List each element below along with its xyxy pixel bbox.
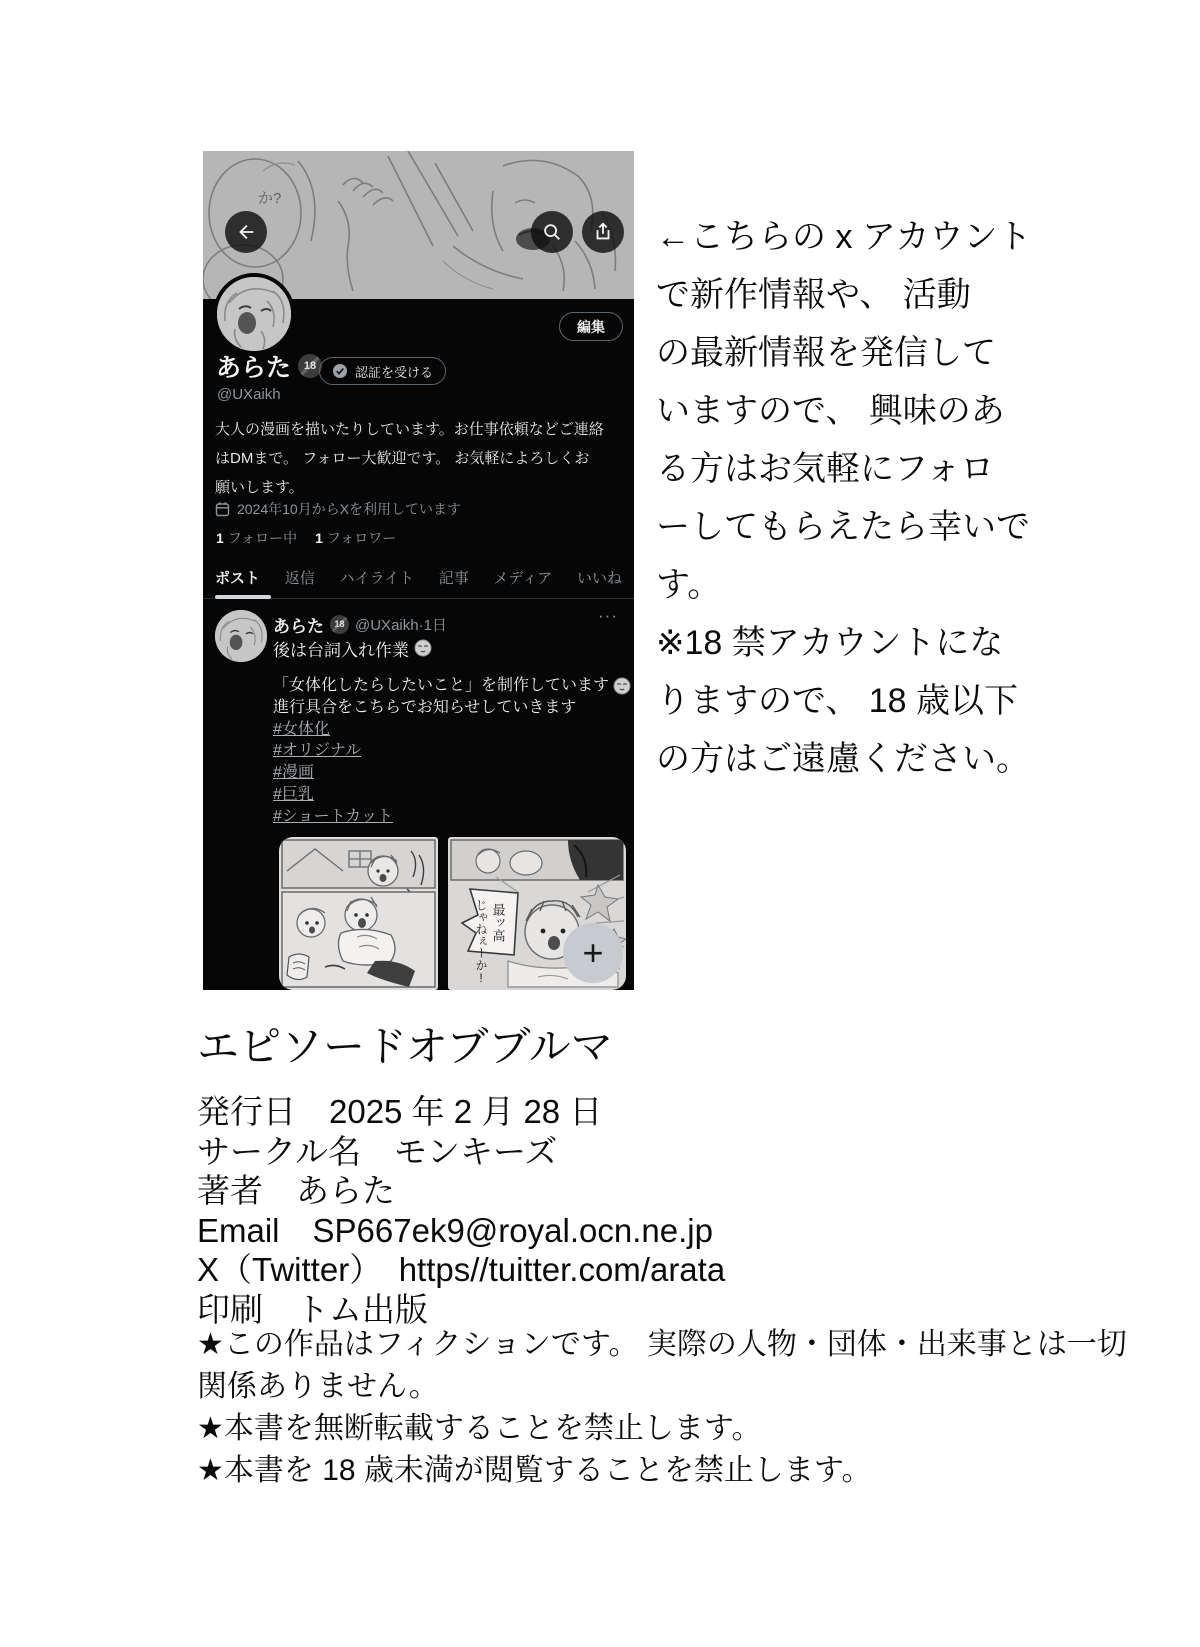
post-header: [273, 612, 447, 636]
tab-articles[interactable]: 記事: [438, 569, 469, 587]
colophon-info: [197, 1092, 725, 1329]
bio-line: 願いします。: [215, 479, 304, 496]
post-author-avatar[interactable]: [215, 610, 267, 662]
active-tab-indicator: [215, 595, 271, 599]
notice-no-reprint: ★本書を無断転載することを禁止します。: [197, 1412, 762, 1445]
hashtag-link[interactable]: #オリジナル: [273, 742, 362, 760]
joined-date-row: [215, 499, 461, 519]
manga-sfx-text: じゃねぇーか!: [474, 899, 488, 985]
post-image-1[interactable]: [279, 837, 438, 990]
hashtag-link[interactable]: #漫画: [273, 764, 314, 782]
joined-date-text: 2024年10月からXを利用しています: [237, 501, 462, 517]
back-button[interactable]: [225, 211, 267, 253]
post-body-line: 進行具合をこちらでお知らせしていきます: [273, 698, 577, 716]
followers-label: フォロワー: [326, 530, 397, 546]
followers-count: 1: [315, 530, 323, 546]
tab-likes[interactable]: いいね: [576, 569, 622, 587]
hashtag-link[interactable]: #女体化: [273, 720, 330, 738]
hashtag-link[interactable]: #巨乳: [273, 785, 314, 803]
side-note-line: りますので、 18 歳以下: [656, 682, 1019, 720]
bio-line: はDMまで。 フォロー大歓迎です。 お気軽によろしくお: [215, 450, 590, 467]
tab-highlights[interactable]: ハイライト: [339, 569, 414, 587]
followers-count-link[interactable]: [315, 528, 396, 548]
post-body: [273, 675, 631, 828]
notice-fiction-line2: 関係ありません。: [197, 1370, 439, 1403]
colophon-twitter: X（Twitter） https//tuitter.com/arata: [197, 1251, 726, 1288]
back-arrow-icon: [235, 221, 257, 243]
colophon-author: 著者 あらた: [197, 1172, 395, 1209]
share-button[interactable]: [582, 211, 624, 253]
x-profile-screenshot: [203, 151, 634, 990]
book-title: エピソードオブブルマ: [197, 1023, 613, 1070]
r18-emoji-badge: 18: [298, 354, 322, 378]
post-body-text: 「女体化したらしたいこと」を制作しています: [273, 677, 610, 694]
verified-seal-icon: [332, 363, 348, 379]
search-button[interactable]: [531, 211, 573, 253]
share-icon: [592, 221, 614, 243]
side-note: [656, 208, 1032, 788]
following-count: 1: [216, 530, 224, 546]
tab-posts[interactable]: ポスト: [215, 569, 261, 587]
notice-age-restriction: ★本書を 18 歳未満が閲覧することを禁止します。: [197, 1454, 872, 1487]
r18-emoji-badge: 18: [330, 615, 349, 634]
post-body-line: [273, 675, 631, 697]
banner-sfx-text: か?: [258, 190, 282, 207]
side-note-line: ←こちらの x アカウント: [656, 218, 1032, 256]
post-avatar-artwork: [215, 610, 267, 662]
relieved-face-emoji: [613, 677, 631, 695]
profile-display-name: あらた: [216, 354, 292, 382]
following-label: フォロー中: [227, 530, 298, 546]
colophon-email: Email SP667ek9@royal.ocn.ne.jp: [197, 1211, 713, 1249]
search-icon: [541, 221, 563, 243]
post-handle-and-time: @UXaikh·1日: [355, 616, 447, 634]
side-note-line: ーしてもらえたら幸いで: [656, 508, 1030, 546]
plus-icon: +: [582, 932, 604, 973]
post-more-menu[interactable]: ···: [598, 606, 618, 625]
tab-media[interactable]: メディア: [493, 569, 553, 587]
tab-replies[interactable]: 返信: [284, 569, 315, 587]
side-note-line: の方はご遠慮ください。: [656, 740, 1030, 778]
side-note-line: す。: [656, 566, 722, 604]
hashtag-link[interactable]: #ショートカット: [273, 807, 393, 825]
side-note-line: る方はお気軽にフォロ: [656, 450, 995, 488]
profile-name-row: [216, 350, 322, 382]
get-verified-button[interactable]: [319, 357, 446, 385]
edit-profile-button[interactable]: 編集: [559, 312, 623, 341]
profile-handle: @UXaikh: [217, 386, 281, 403]
calendar-icon: [215, 501, 230, 517]
notice-fiction-line: ★この作品はフィクションです。 実際の人物・団体・出来事とは一切: [197, 1328, 1127, 1361]
profile-bio: [215, 415, 604, 502]
post-text: [273, 636, 432, 660]
avatar-artwork: [217, 277, 291, 351]
bio-line: 大人の漫画を描いたりしています。お仕事依頼などご連絡: [215, 421, 604, 438]
side-note-line: で新作情報や、 活動: [656, 276, 971, 314]
profile-avatar[interactable]: [213, 273, 295, 355]
profile-tab-bar: [203, 556, 634, 599]
compose-post-fab[interactable]: [563, 923, 623, 983]
side-note-line: の最新情報を発信して: [656, 334, 996, 372]
colophon-notice: [197, 1324, 1127, 1492]
following-count-link[interactable]: [216, 528, 297, 548]
post-author-name: あらた: [273, 616, 324, 636]
colophon-printer: 印刷 トム出版: [197, 1290, 428, 1328]
get-verified-label: 認証を受ける: [355, 364, 434, 380]
side-note-line: ※18 禁アカウントにな: [656, 624, 1004, 662]
relieved-face-emoji: [414, 639, 432, 657]
side-note-line: いますので、 興味のあ: [656, 392, 1005, 430]
colophon-circle-name: サークル名 モンキーズ: [197, 1132, 558, 1170]
post-text-content: 後は台詞入れ作業: [273, 640, 409, 660]
follow-counts-row: [216, 528, 396, 548]
manga-sfx-text: 最ッ高: [490, 903, 506, 942]
colophon-publish-date: 発行日 2025 年 2 月 28 日: [197, 1093, 603, 1130]
